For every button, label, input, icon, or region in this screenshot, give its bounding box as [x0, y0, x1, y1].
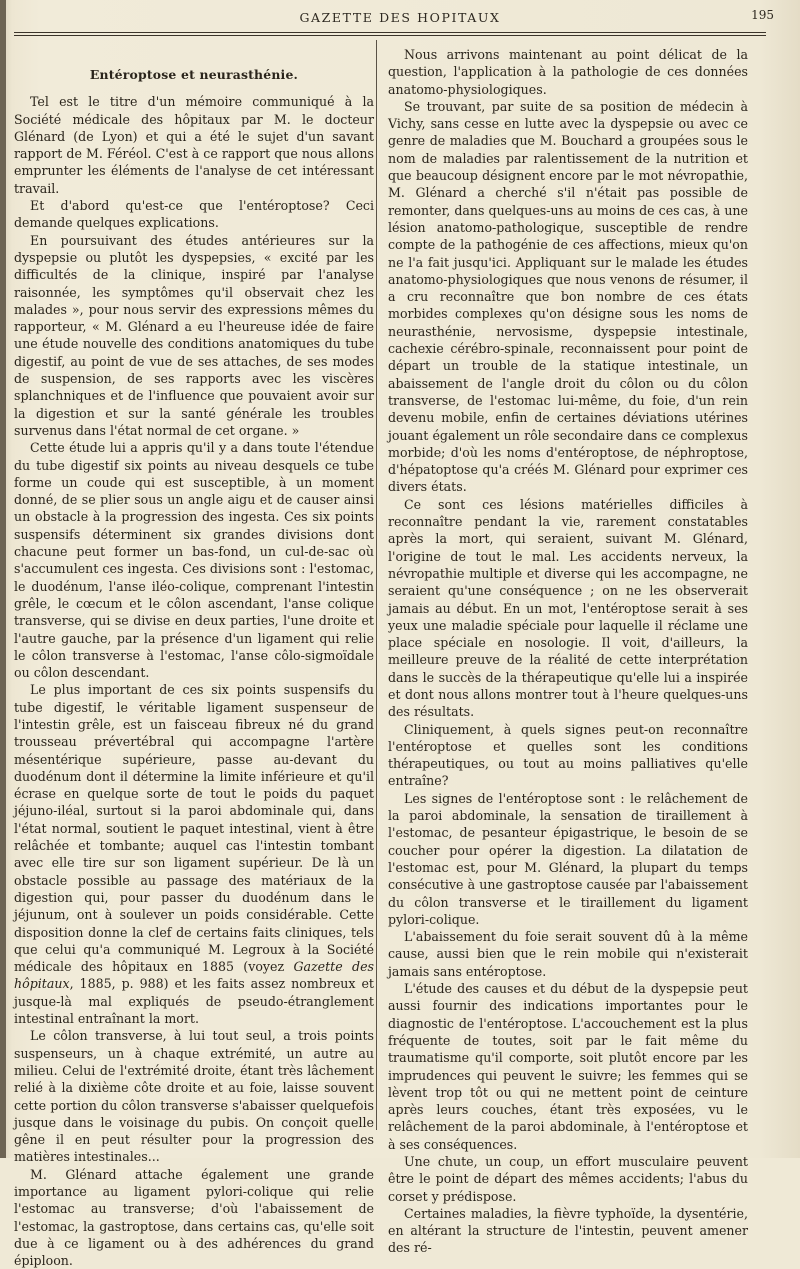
page-header: [12, 6, 788, 32]
paragraph: Cliniquement, à quels signes peut-on reconnaître l'entéroptose et quelles sont les conditions thérapeutiques, ou tout au moins palliatives qu'elle entraîne?: [388, 721, 748, 789]
paragraph: L'étude des causes et du début de la dyspepsie peut aussi fournir des indications importantes pour le diagnostic de l'entéroptose. L'accouchement est la plus fréquente de toutes, soit par le fait même du traumatisme qu'il comporte, soit plutôt encore par les imprudences qui peuvent le suivre; les femmes qui se lèvent trop tôt ou qui ne mettent point de ceinture après leurs couches, étant très exposées, vu le relâchement de la paroi abdominale, à l'entéroptose et à ses conséquences.: [388, 981, 748, 1152]
paragraph: Le côlon transverse, à lui tout seul, a trois points suspenseurs, un à chaque extrémité, un autre au milieu. Celui de l'extrémité droite, étant très lâchement relié à la dixième côte droite et au foie, laisse souvent cette portion du côlon transverse s'abaisser quelquefois jusque dans le voisinage du pubis. On conçoit quelle gêne il en peut résulter pour la progression des matières intestinales...: [14, 1028, 374, 1165]
running-head: GAZETTE DES HOPITAUX: [299, 10, 501, 25]
right-column: [388, 46, 748, 1256]
paragraph: Certaines maladies, la fièvre typhoïde, la dysentérie, en altérant la structure de l'intestin, peuvent amener des ré-: [388, 1205, 748, 1256]
header-rule-bottom: [14, 35, 766, 36]
paragraph-text: , 1885, p. 988) et les faits assez nombreux et jusque-là mal expliqués de pseudo-étranglement intestinal entraînant la mort.: [14, 976, 374, 1027]
left-column: [14, 44, 374, 1269]
paragraph: Cette étude lui a appris qu'il y a dans toute l'étendue du tube digestif six points au niveau desquels ce tube forme un coude qui est susceptible, à un moment donné, de se plier sous un angle aigu et de causer ainsi un obstacle à la progression des ingesta. Ces six points suspensifs déterminent six grandes divisions dont chacune peut former un bas-fond, un cul-de-sac où s'accumulent ces ingesta. Ces divisions sont : l'estomac, le duodénum, l'anse iléo-colique, comprenant l'intestin grêle, le cœcum et le côlon ascendant, l'anse colique transverse, qui se divise en deux parties, l'une droite et l'autre gauche, par la présence d'un ligament qui relie le côlon transverse à l'estomac, l'anse côlo-sigmoïdale ou côlon descendant.: [14, 440, 374, 681]
paragraph: Tel est le titre d'un mémoire communiqué à la Société médicale des hôpitaux par M. le docteur Glénard (de Lyon) et qui a été le sujet d'un savant rapport de M. Féréol. C'est à ce rapport que nous allons emprunter les éléments de l'analyse de cet intéressant travail.: [14, 94, 374, 196]
paragraph: En poursuivant des études antérieures sur la dyspepsie ou plutôt les dyspepsies, « excité par les difficultés de la clinique, inspiré par l'analyse raisonnée, les symptômes qu'il observait chez les malades », pour nous servir des expressions mêmes du rapporteur, « M. Glénard a eu l'heureuse idée de faire une étude nouvelle des conditions anatomiques du tube digestif, au point de vue de ses attaches, de ses modes de suspension, de ses rapports avec les viscères splanchniques et de l'influence que pouvaient avoir sur la digestion et sur la santé générale les troubles survenus dans l'état normal de cet organe. »: [14, 232, 374, 438]
article-title: Entéroptose et neurasthénie.: [89, 67, 299, 82]
column-divider: [376, 40, 377, 1130]
paragraph: Et d'abord qu'est-ce que l'entéroptose? Ceci demande quelques explications.: [14, 198, 374, 231]
paragraph: M. Glénard attache également une grande importance au ligament pylori-colique qui relie l'estomac au transverse; d'où l'abaissement de l'estomac, la gastroptose, dans certains cas, qu'elle soit due à ce ligament ou à des adhérences du grand épiploon.: [14, 1166, 374, 1269]
header-rule-top: [14, 32, 766, 33]
page-number: 195: [751, 8, 774, 22]
paragraph: L'abaissement du foie serait souvent dû à la même cause, aussi bien que le rein mobile qui n'existerait jamais sans entéroptose.: [388, 929, 748, 979]
journal-citation: Gazette des hôpitaux: [14, 959, 374, 992]
binding-spine: [0, 0, 6, 1158]
paragraph: Les signes de l'entéroptose sont : le relâchement de la paroi abdominale, la sensation de tiraillement à l'estomac, de pesanteur épigastrique, le besoin de se coucher pour opérer la digestion. La dilatation de l'estomac est, pour M. Glénard, la plupart du temps consécutive à une gastroptose causée par l'abaissement du côlon transverse et le tiraillement du ligament pylori-colique.: [388, 790, 748, 927]
paragraph: Se trouvant, par suite de sa position de médecin à Vichy, sans cesse en lutte avec la dyspepsie ou avec ce genre de maladies que M. Bouchard a groupées sous le nom de maladies par ralentissement de la nutrition et que beaucoup désignent encore par le mot névropathie, M. Glénard a cherché s'il n'était pas possible de remonter, dans quelques-uns au moins de ces cas, à une lésion anatomo-pathologique, susceptible de rendre compte de la pathogénie de ces affections, mieux qu'on ne l'a fait jusqu'ici. Appliquant sur le malade les études anatomo-physiologiques que nous venons de résumer, il a cru reconnaître que bon nombre de ces états morbides complexes qu'on désigne sous les noms de neurasthénie, nervosisme, dyspepsie intestinale, cachexie cérébro-spinale, reconnaissent pour point de départ un trouble de la statique intestinale, un abaissement de l'angle droit du côlon ou du côlon transverse, de l'estomac lui-même, du foie, d'un rein devenu mobile, enfin de certaines déviations utérines jouant également un rôle secondaire dans ce complexus morbide; d'où les noms d'entéroptose, de néphroptose, d'hépatoptose qu'a créés M. Glénard pour exprimer ces divers états.: [388, 98, 748, 495]
paragraph: Nous arrivons maintenant au point délicat de la question, l'application à la pathologie de ces données anatomo-physiologiques.: [388, 47, 748, 97]
paragraph: Ce sont ces lésions matérielles difficiles à reconnaître pendant la vie, rarement constatables après la mort, qui seraient, suivant M. Glénard, l'origine de tout le mal. Les accidents nerveux, la névropathie multiple et diverse qui les accompagne, ne seraient qu'une conséquence ; on ne les observerait jamais au début. En un mot, l'entéroptose serait à ses yeux une maladie spéciale pour laquelle il réclame une place spéciale en nosologie. Il voit, d'ailleurs, la meilleure preuve de la réalité de cette interprétation dans le succès de la thérapeutique qu'elle lui a inspirée et dont nous allons montrer tout à l'heure quelques-uns des résultats.: [388, 496, 748, 720]
paragraph-text: Le plus important de ces six points suspensifs du tube digestif, le véritable ligament suspenseur de l'intestin grêle, est un faisceau fibreux né du grand trousseau prévertébral qui accompagne l'artère mésentérique supérieure, passe au-devant du duodénum dont il détermine la limite inférieure et qu'il écrase en quelque sorte de tout le poids du paquet jéjuno-iléal, surtout si la paroi abdominale qui, dans l'état normal, soutient le paquet intestinal, vient à être relâchée et tombante; auquel cas l'intestin tombant avec elle tire sur son ligament supérieur. De là un obstacle possible au passage des matériaux de la digestion qui, pour passer du duodénum dans le jéjunum, ont à soulever un poids considérable. Cette disposition donne la clef de certains faits cliniques, tels que celui qu'a communiqué M. Legroux à la Société médicale des hôpitaux en 1885 (voyez: [14, 682, 374, 975]
paragraph: [14, 681, 374, 1027]
paragraph: Une chute, un coup, un effort musculaire peuvent être le point de départ des mêmes accidents; l'abus du corset y prédispose.: [388, 1154, 748, 1204]
